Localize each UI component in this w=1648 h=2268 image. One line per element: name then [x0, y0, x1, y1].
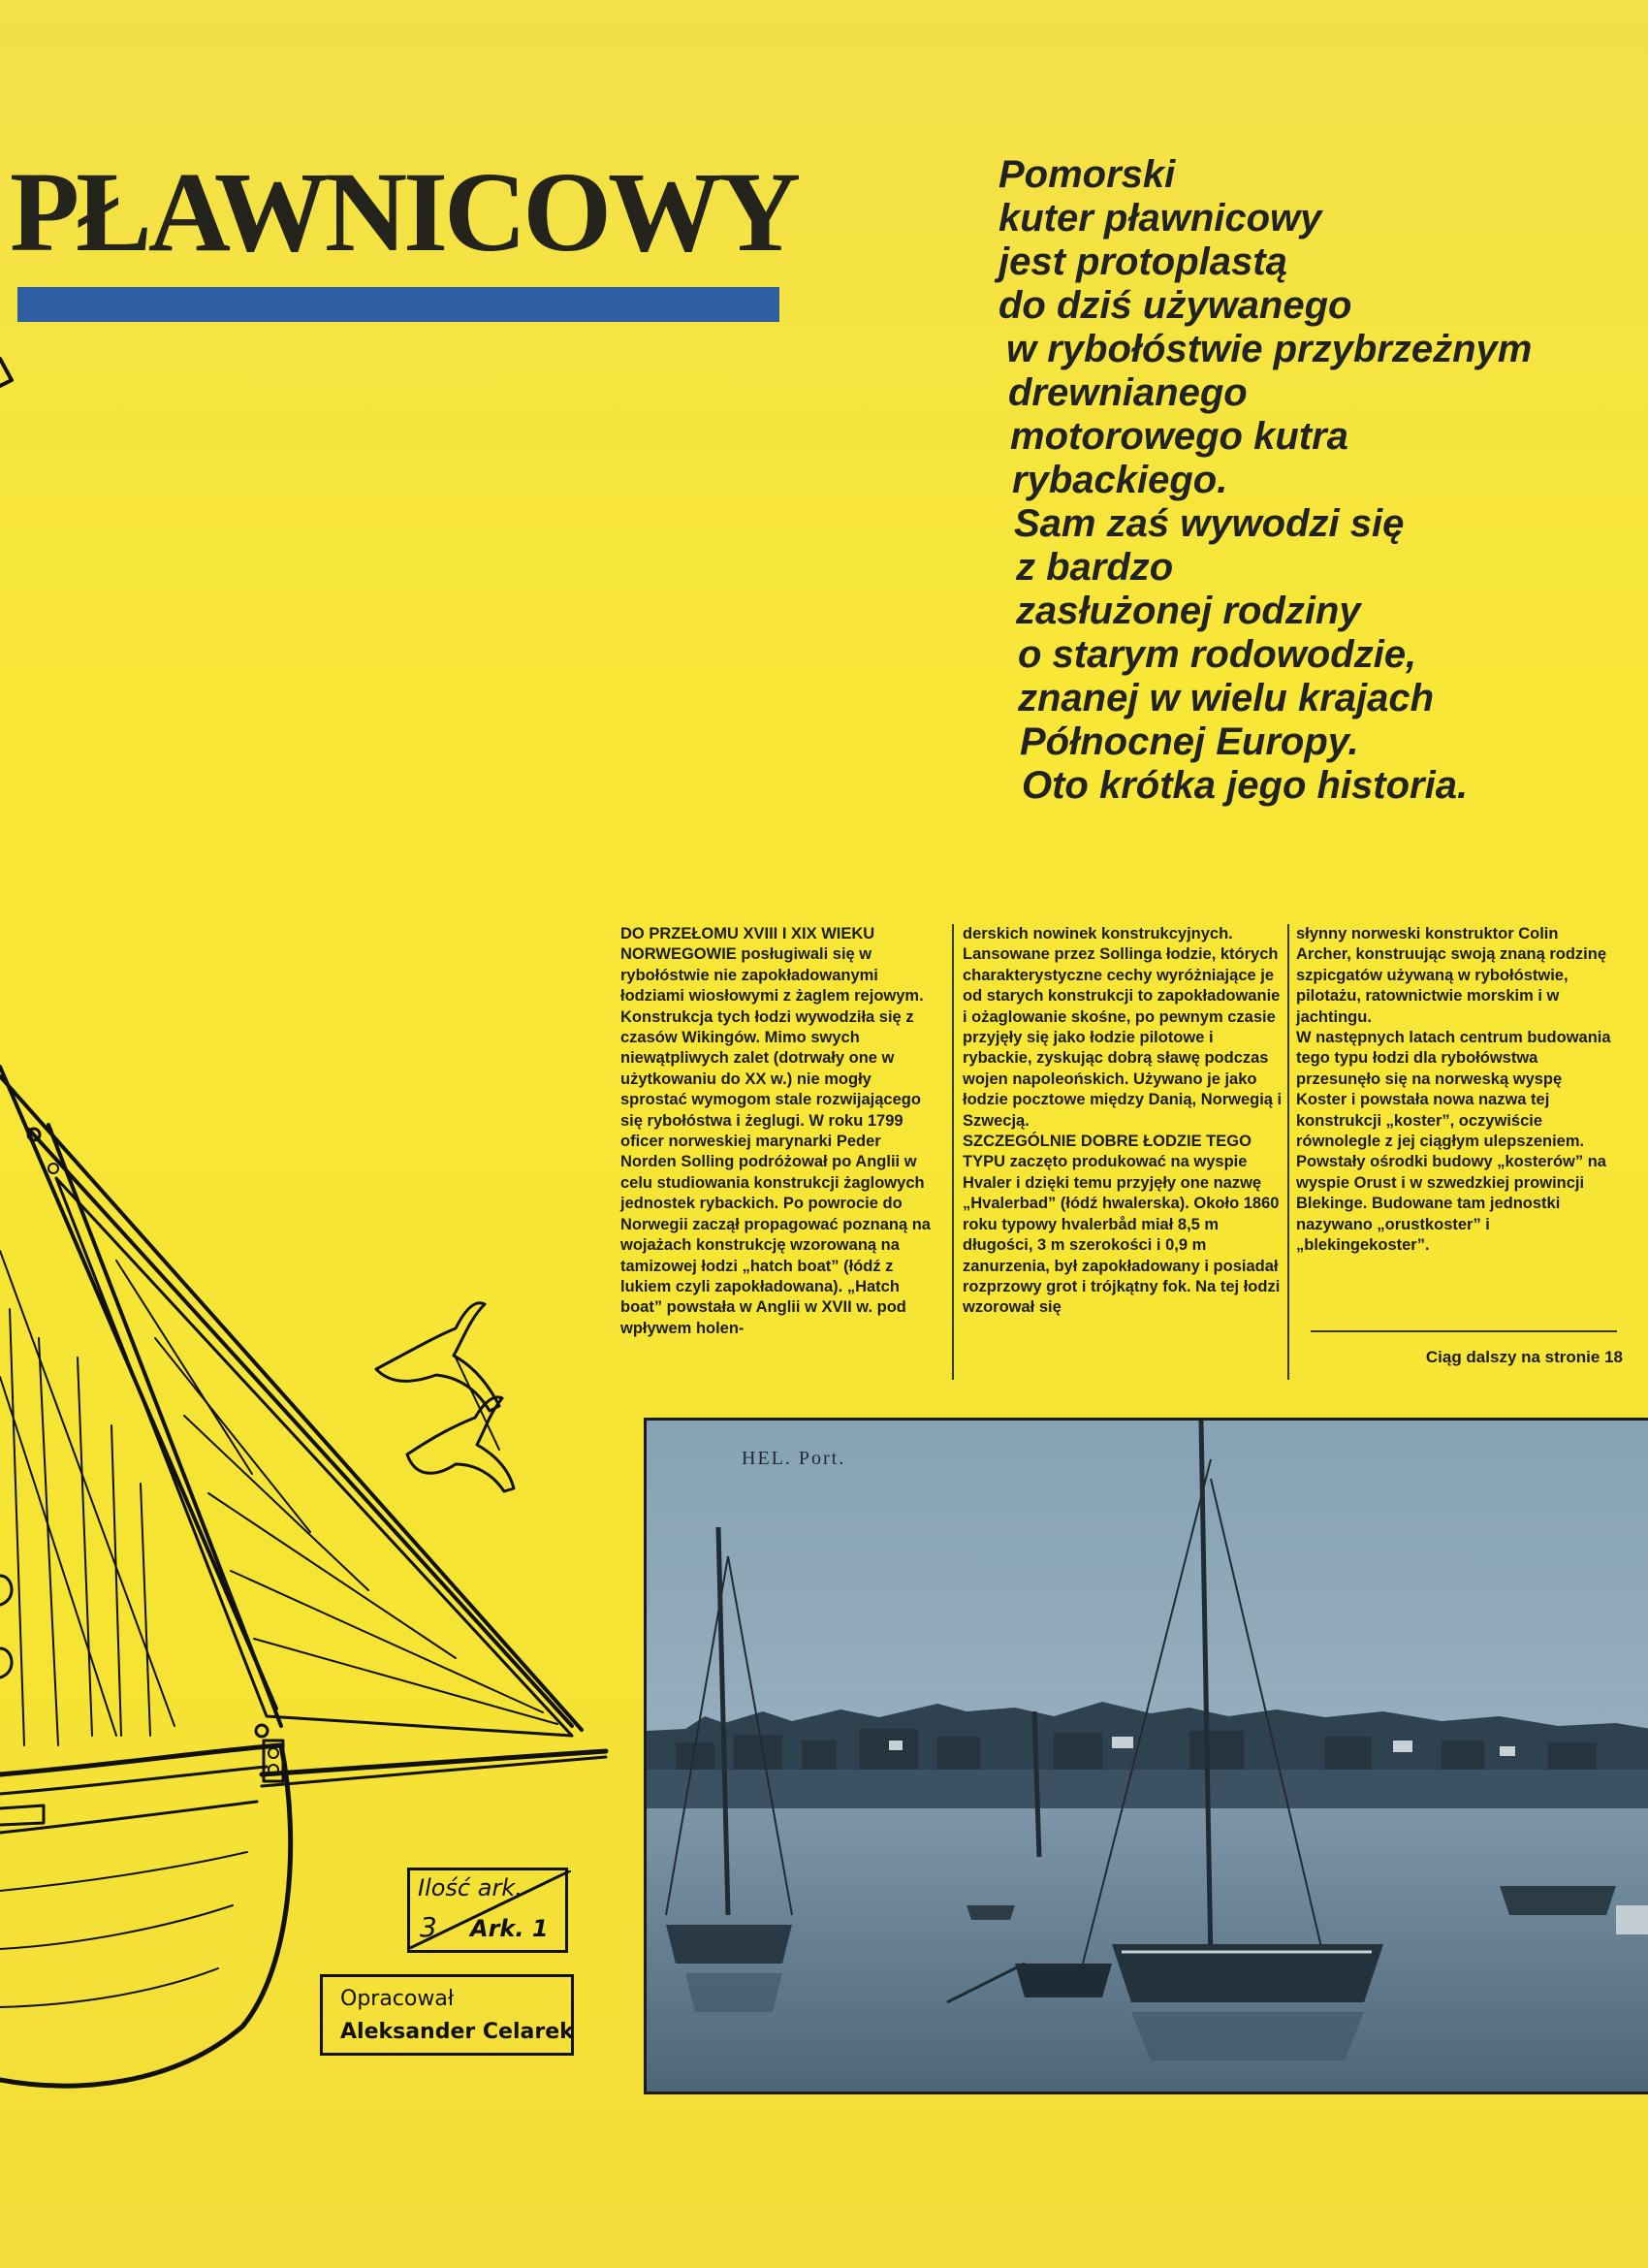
article-end-rule [1311, 1330, 1617, 1332]
lead-line: jest protoplastą [998, 240, 1287, 283]
article-column-2 [963, 924, 1283, 1319]
photo-caption: HEL. Port. [742, 1448, 846, 1469]
article-column-1 [620, 924, 940, 1339]
article-paragraph: W następnych latach centrum budowania tego typu łodzi dla rybołówstwa przesunęło się na norweską wyspę Koster i powstała nowa nazwa tej konstrukcji „koster”, oczywiście równolegle z jej ciągłym ulepszeniem. Powstały ośrodki budowy „kosterów” na wyspie Orust i w szwedzkiej prowincji Blekinge. Budowane tam jednostki nazywano „orustkoster” i „blekingekoster”. [1296, 1029, 1611, 1255]
lead-line: z bardzo [1016, 546, 1174, 589]
lead-line: rybackiego. [1012, 459, 1228, 501]
lead-line: kuter pławnicowy [998, 197, 1322, 240]
lead-line: Sam zaś wywodzi się [1014, 502, 1405, 545]
continued-note: Ciąg dalszy na stronie 18 [1425, 1348, 1623, 1366]
lead-paragraph [998, 153, 1629, 808]
lead-line: motorowego kutra [1010, 415, 1348, 458]
page-title: PŁAWNICOWY [10, 148, 798, 275]
column-divider [1287, 924, 1289, 1380]
lead-line: Oto krótka jego historia. [1022, 764, 1469, 807]
lead-line: drewnianego [1008, 371, 1248, 414]
title-underline-bar [17, 287, 779, 322]
article-paragraph: słynny norweski konstruktor Colin Archer, konstruując swoją znaną rodzinę szpicgatów używaną w rybołóstwie, pilotażu, ratownictwie morskim i w jachtingu. [1296, 925, 1607, 1026]
lead-line: do dziś używanego [998, 284, 1352, 327]
sheet-count-value: 3 [420, 1911, 437, 1943]
harbor-photo [644, 1418, 1648, 2094]
lead-line: zasłużonej rodziny [1016, 590, 1361, 632]
column-divider [952, 924, 954, 1380]
lead-line: znanej w wielu krajach [1018, 677, 1435, 719]
harbor-photo-image [647, 1421, 1648, 2094]
sheet-count-label: Ilość ark. [418, 1874, 523, 1901]
author-label: Opracował [340, 1987, 455, 2011]
lead-line: o starym rodowodzie, [1018, 633, 1417, 676]
article-column-3 [1296, 924, 1616, 1257]
author-name: Aleksander Celarek [340, 2020, 574, 2044]
lead-line: Pomorski [998, 153, 1176, 196]
lead-line: Północnej Europy. [1020, 720, 1359, 763]
article-paragraph: derskich nowinek konstrukcyjnych. Lansowane przez Sollinga łodzie, których charakterystyczne cechy wyróżniające je od starych konstrukcji to zapokładowanie i ożaglowanie skośne, po pewnym czasie przyjęły się jako łodzie pilotowe i rybackie, zyskując dobrą sławę podczas wojen napoleońskich. Używano je jako łodzie pocztowe między Danią, Norwegią i Szwecją. [963, 925, 1283, 1130]
author-box [320, 1974, 574, 2056]
article-paragraph: SZCZEGÓLNIE DOBRE ŁODZIE TEGO TYPU zaczęto produkować na wyspie Hvaler i dzięki temu przyjęły one nazwę „Hvalerbad” (łódź hwalerska). Około 1860 roku typowy hvalerbåd miał 8,5 m długości, 3 m szerokości i 0,9 m zanurzenia, był zapokładowany i posiadał rozprzowy grot i trójkątny fok. Na tej łodzi wzorował się [963, 1133, 1281, 1317]
sheet-number: Ark. 1 [470, 1915, 549, 1942]
article-paragraph: DO PRZEŁOMU XVIII I XIX WIEKU NORWEGOWIE posługiwali się w rybołóstwie nie zapokładowanymi łodziami wiosłowymi z żaglem rejowym. Konstrukcja tych łodzi wywodziła się z czasów Wikingów. Mimo swych niewątpliwych zalet (dotrwały one w użytkowaniu do XX w.) nie mogły sprostać wymogom stale rozwijającego się rybołóstwa i żeglugi. W roku 1799 oficer norweskiej marynarki Peder Norden Solling podróżował po Anglii w celu studiowania konstrukcji żaglowych jednostek rybackich. Po powrocie do Norwegii zaczął propagować poznaną na wojażach konstrukcję wzorowaną na tamizowej łodzi „hatch boat” (łódź z lukiem czyli zapokładowana). „Hatch boat” powstała w Anglii w XVII w. pod wpływem holen- [620, 925, 931, 1337]
sheet-count-box [407, 1868, 568, 1953]
lead-line: w rybołóstwie przybrzeżnym [1006, 328, 1533, 370]
